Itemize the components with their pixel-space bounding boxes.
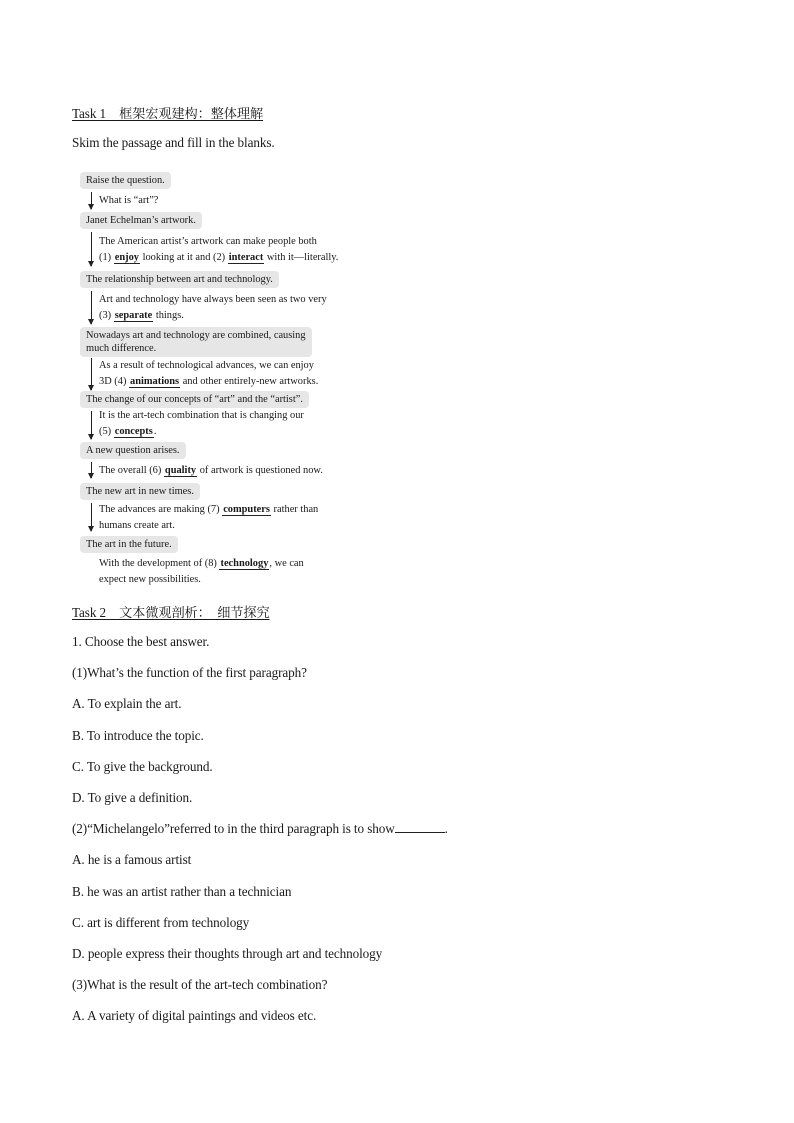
flow-desc-8: With the development of (8) technology, we can expect new possibilities. [99, 558, 304, 585]
q1-option-b: B. To introduce the topic. [72, 728, 204, 743]
down-arrow-icon [91, 462, 92, 478]
flow-desc-4: As a result of technological advances, we can enjoy 3D (4) animations and other entirely-new artworks. [99, 360, 319, 387]
flow-box-5: The change of our concepts of “art” and the “artist”. [80, 391, 309, 408]
down-arrow-icon [91, 503, 92, 531]
flow-box-3: The relationship between art and technology. [80, 271, 279, 288]
down-arrow-icon [91, 192, 92, 209]
blank-4: animations [130, 375, 180, 387]
task1-instruction: Skim the passage and fill in the blanks. [72, 135, 275, 150]
q1-option-c: C. To give the background. [72, 759, 213, 774]
blank-2: interact [228, 251, 264, 263]
down-arrow-icon [91, 291, 92, 324]
flow-desc-5: It is the art-tech combination that is changing our (5) concepts. [99, 410, 304, 437]
flow-box-2: Janet Echelman’s artwork. [80, 212, 202, 229]
q2-option-c: C. art is different from technology [72, 915, 250, 930]
question-1: (1)What’s the function of the first paragraph? [72, 665, 307, 680]
flow-box-1: Raise the question. [80, 172, 171, 189]
task2-title: Task 2 文本微观剖析： 细节探究 [72, 605, 270, 620]
answer-blank [395, 821, 445, 833]
flow-desc-1: What is “art”? [99, 195, 159, 206]
question-3: (3)What is the result of the art-tech combination? [72, 977, 328, 992]
blank-6: quality [164, 465, 197, 476]
q2-option-a: A. he is a famous artist [72, 852, 192, 867]
flow-desc-7: The advances are making (7) computers rather than humans create art. [99, 504, 319, 531]
blank-8: technology [220, 558, 269, 569]
q2-option-d: D. people express their thoughts through art and technology [72, 946, 383, 961]
q1-option-a: A. To explain the art. [72, 696, 182, 711]
down-arrow-icon [91, 232, 92, 266]
down-arrow-icon [91, 411, 92, 439]
flow-box-7: The new art in new times. [80, 483, 200, 500]
flow-box-4: Nowadays art and technology are combined, causing much difference. [80, 327, 312, 357]
flow-desc-2: The American artist’s artwork can make people both (1) enjoy looking at it and (2) interact with it—literally. [99, 236, 339, 263]
flow-box-6: A new question arises. [80, 442, 186, 459]
down-arrow-icon [91, 358, 92, 390]
q3-option-a: A. A variety of digital paintings and videos etc. [72, 1008, 317, 1023]
flow-desc-3: Art and technology have always been seen as two very (3) separate things. [99, 294, 327, 321]
question-2: (2)“Michelangelo”referred to in the third paragraph is to show . [72, 821, 448, 836]
blank-1: enjoy [114, 251, 139, 263]
structure-flowchart [80, 170, 380, 590]
blank-5: concepts [114, 425, 153, 437]
q2-option-b: B. he was an artist rather than a technician [72, 884, 292, 899]
q1-option-d: D. To give a definition. [72, 790, 193, 805]
flow-desc-6: The overall (6) quality of artwork is questioned now. [99, 465, 323, 476]
question-intro: 1. Choose the best answer. [72, 634, 210, 649]
task1-title: Task 1 框架宏观建构：整体理解 [72, 106, 264, 121]
flow-box-8: The art in the future. [80, 536, 178, 553]
blank-3: separate [114, 309, 153, 321]
blank-7: computers [223, 504, 270, 515]
